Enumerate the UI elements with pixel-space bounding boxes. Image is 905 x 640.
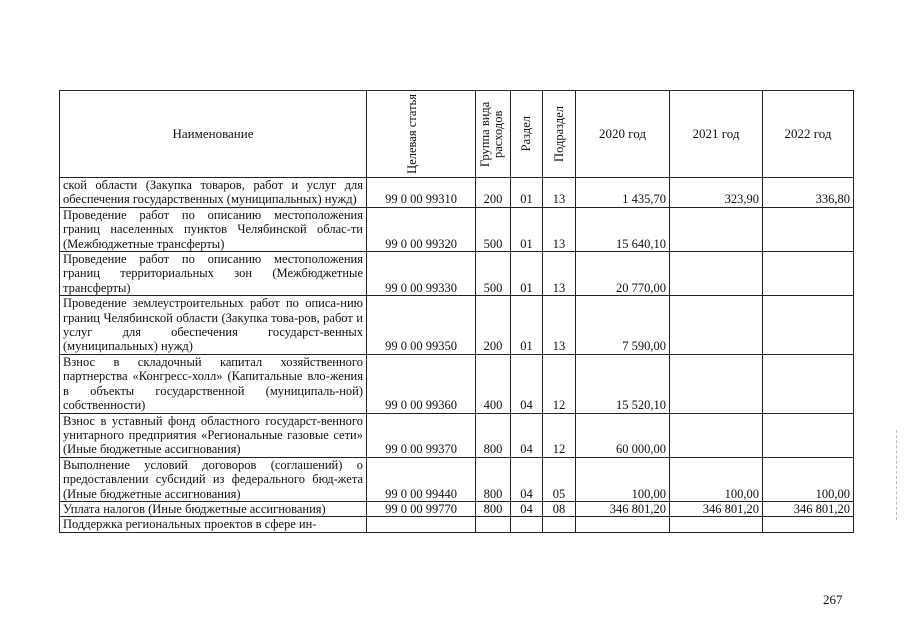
row-group: 200	[476, 178, 511, 208]
row-name: Уплата налогов (Иные бюджетные ассигнования)	[60, 501, 367, 516]
row-section	[511, 517, 543, 532]
row-name: Поддержка региональных проектов в сфере ин-	[60, 517, 367, 532]
table-row	[60, 354, 854, 413]
header-2021: 2021 год	[670, 91, 763, 178]
row-subsection: 13	[543, 296, 576, 355]
row-2022	[763, 207, 854, 251]
row-2022	[763, 413, 854, 457]
row-subsection: 12	[543, 354, 576, 413]
row-2021: 323,90	[670, 178, 763, 208]
row-target: 99 0 00 99330	[367, 252, 476, 296]
row-target	[367, 517, 476, 532]
row-2022: 100,00	[763, 457, 854, 501]
header-group-label: Группа вида расходов	[478, 101, 505, 167]
row-section: 01	[511, 207, 543, 251]
row-2021	[670, 207, 763, 251]
header-section	[511, 91, 543, 178]
row-target: 99 0 00 99350	[367, 296, 476, 355]
table-row	[60, 457, 854, 501]
row-section: 04	[511, 457, 543, 501]
row-group: 500	[476, 207, 511, 251]
row-2022: 336,80	[763, 178, 854, 208]
row-2021	[670, 517, 763, 532]
row-2021	[670, 413, 763, 457]
row-name: Проведение землеустроительных работ по описа-нию границ Челябинской области (Закупка това-ров, работ и услуг для обеспечения государст-венных (муниципальных) нужд)	[60, 296, 367, 355]
row-group: 400	[476, 354, 511, 413]
row-section: 04	[511, 354, 543, 413]
row-2020: 15 520,10	[576, 354, 670, 413]
header-subsection-label: Подраздел	[551, 106, 566, 162]
row-2020: 100,00	[576, 457, 670, 501]
scan-edge-divider	[896, 430, 898, 520]
row-name: Взнос в уставный фонд областного государст-венного унитарного предприятия «Региональные газовые сети» (Иные бюджетные ассигнования)	[60, 413, 367, 457]
table-row	[60, 252, 854, 296]
row-name: Проведение работ по описанию местоположения границ населенных пунктов Челябинской облас-ти (Межбюджетные трансферты)	[60, 207, 367, 251]
table-row	[60, 178, 854, 208]
table-row	[60, 207, 854, 251]
table-row	[60, 517, 854, 532]
row-2022	[763, 517, 854, 532]
row-2021: 100,00	[670, 457, 763, 501]
row-section: 04	[511, 413, 543, 457]
row-section: 01	[511, 252, 543, 296]
header-2020: 2020 год	[576, 91, 670, 178]
header-name: Наименование	[60, 91, 367, 178]
header-group	[476, 91, 511, 178]
row-subsection: 13	[543, 252, 576, 296]
row-name: Выполнение условий договоров (соглашений) о предоставлении субсидий из федерального бюд-жета (Иные бюджетные ассигнования)	[60, 457, 367, 501]
row-2022: 346 801,20	[763, 501, 854, 516]
row-2020: 7 590,00	[576, 296, 670, 355]
table-row	[60, 296, 854, 355]
row-2022	[763, 296, 854, 355]
row-2021: 346 801,20	[670, 501, 763, 516]
row-2022	[763, 252, 854, 296]
row-2021	[670, 252, 763, 296]
row-target: 99 0 00 99310	[367, 178, 476, 208]
row-group: 800	[476, 501, 511, 516]
header-subsection	[543, 91, 576, 178]
row-group: 800	[476, 457, 511, 501]
row-2021	[670, 296, 763, 355]
row-group: 500	[476, 252, 511, 296]
row-section: 04	[511, 501, 543, 516]
row-target: 99 0 00 99360	[367, 354, 476, 413]
header-row	[60, 91, 854, 178]
row-target: 99 0 00 99320	[367, 207, 476, 251]
header-2022: 2022 год	[763, 91, 854, 178]
row-subsection: 13	[543, 207, 576, 251]
row-2021	[670, 354, 763, 413]
row-target: 99 0 00 99440	[367, 457, 476, 501]
row-target: 99 0 00 99770	[367, 501, 476, 516]
row-target: 99 0 00 99370	[367, 413, 476, 457]
row-2020	[576, 517, 670, 532]
header-section-label: Раздел	[519, 116, 533, 152]
table-row	[60, 413, 854, 457]
row-name: Проведение работ по описанию местоположения границ территориальных зон (Межбюджетные трансферты)	[60, 252, 367, 296]
row-group: 200	[476, 296, 511, 355]
row-name: ской области (Закупка товаров, работ и услуг для обеспечения государственных (муниципальных) нужд)	[60, 178, 367, 208]
row-2020: 346 801,20	[576, 501, 670, 516]
row-group	[476, 517, 511, 532]
row-subsection: 12	[543, 413, 576, 457]
budget-table	[59, 90, 854, 533]
row-name: Взнос в складочный капитал хозяйственного партнерства «Конгресс-холл» (Капитальные вло-жения в объекты государственной (муниципаль-ной) собственности)	[60, 354, 367, 413]
row-2020: 15 640,10	[576, 207, 670, 251]
row-subsection: 05	[543, 457, 576, 501]
row-2020: 20 770,00	[576, 252, 670, 296]
header-target	[367, 91, 476, 178]
page-number: 267	[823, 592, 843, 607]
row-group: 800	[476, 413, 511, 457]
row-2020: 1 435,70	[576, 178, 670, 208]
row-subsection: 08	[543, 501, 576, 516]
row-section: 01	[511, 178, 543, 208]
row-subsection	[543, 517, 576, 532]
row-2022	[763, 354, 854, 413]
row-2020: 60 000,00	[576, 413, 670, 457]
header-target-label: Целевая статья	[405, 94, 419, 174]
table-row	[60, 501, 854, 516]
row-section: 01	[511, 296, 543, 355]
row-subsection: 13	[543, 178, 576, 208]
